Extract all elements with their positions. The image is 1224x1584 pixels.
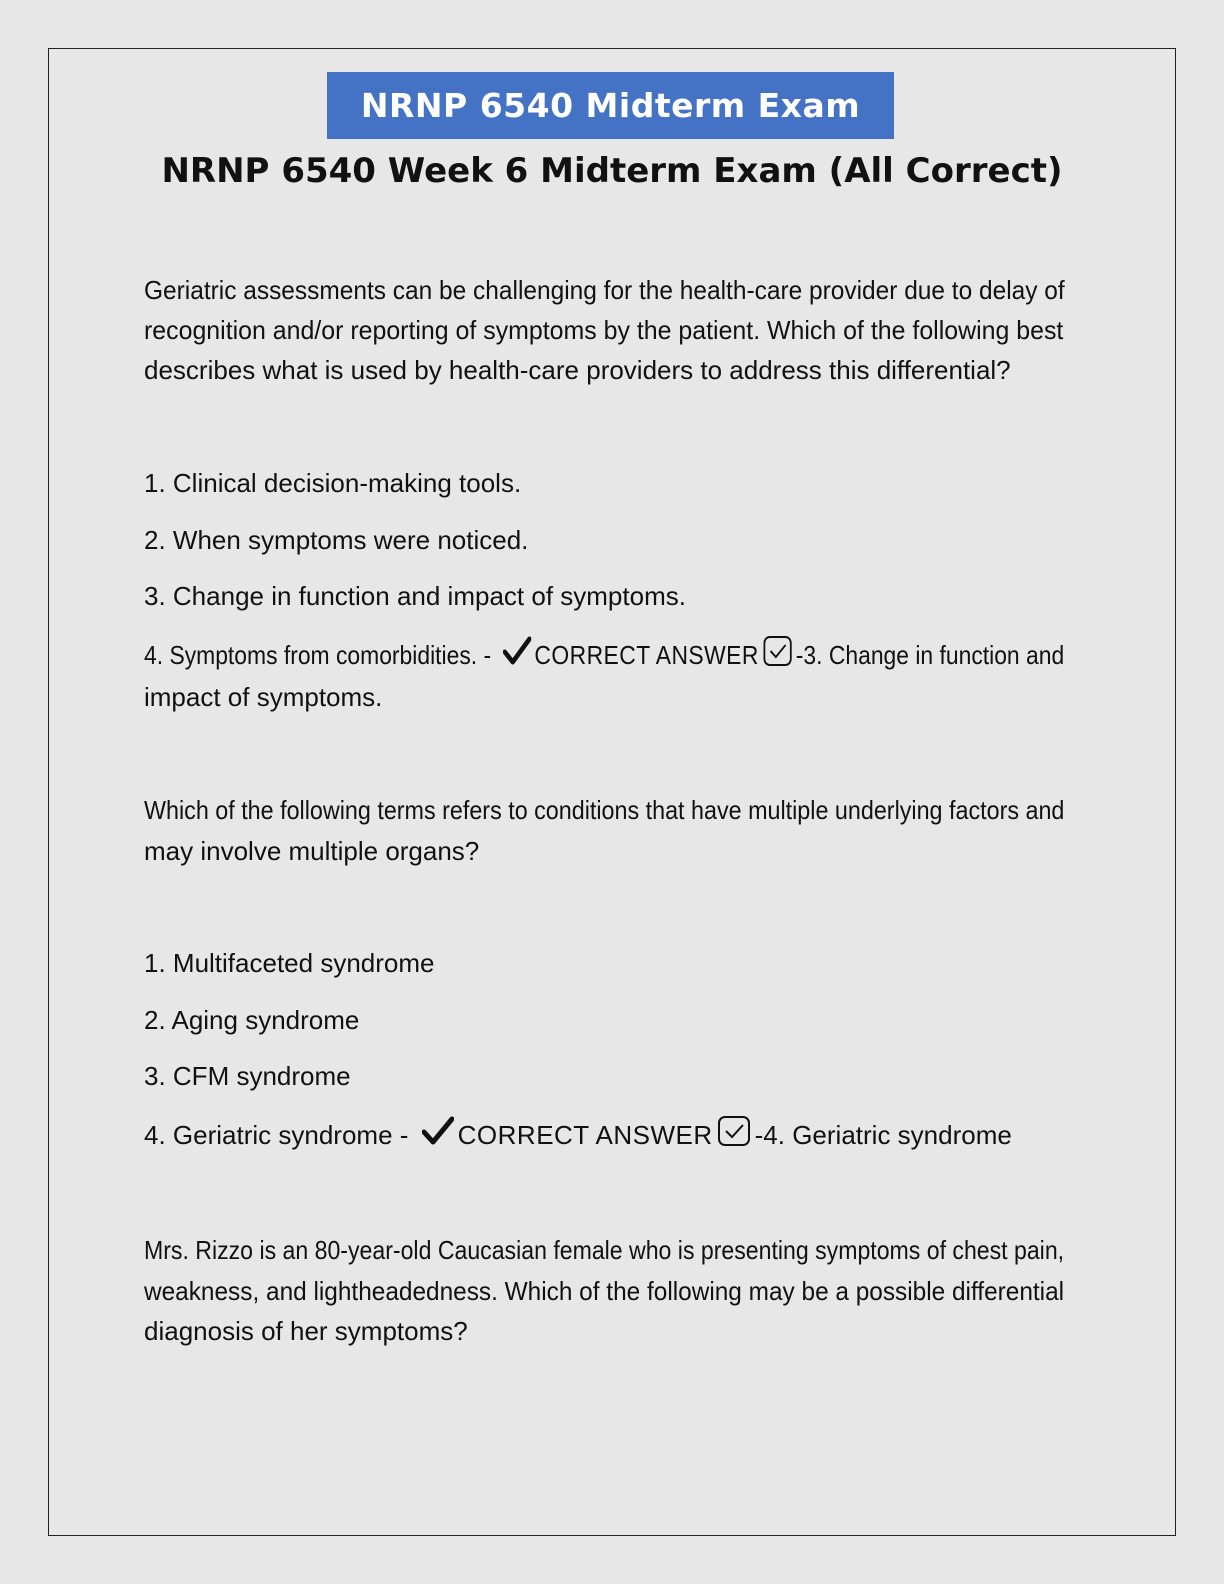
question-2-line-2: may involve multiple organs? — [144, 836, 480, 866]
correct-answer-label: CORRECT ANSWER — [534, 640, 759, 670]
q1-option-4: 4. Symptoms from comorbidities. - — [144, 640, 492, 670]
correct-answer-text: -4. Geriatric syndrome — [754, 1120, 1012, 1150]
correct-answer-text-continued: impact of symptoms. — [144, 682, 383, 712]
exam-banner: NRNP 6540 Midterm Exam — [327, 72, 894, 139]
q2-option-4-row — [144, 1115, 1012, 1159]
correct-answer-text: -3. Change in function and — [795, 640, 1065, 670]
q1-option-3: 3. Change in function and impact of symptoms. — [144, 581, 686, 611]
q1-option-4-row — [144, 635, 1064, 679]
question-3-line-1: Mrs. Rizzo is an 80-year-old Caucasian female who is presenting symptoms of chest pain, — [144, 1235, 1065, 1265]
q2-option-4: 4. Geriatric syndrome - — [144, 1120, 409, 1150]
question-1-line-1: Geriatric assessments can be challenging for the health-care provider due to delay of — [144, 275, 1065, 305]
correct-answer-label: CORRECT ANSWER — [457, 1120, 713, 1150]
question-3-line-2: weakness, and lightheadedness. Which of the following may be a possible differential — [144, 1276, 1065, 1306]
q1-option-2: 2. When symptoms were noticed. — [144, 525, 529, 555]
checkbox-checked-icon — [717, 1115, 751, 1159]
q2-option-3: 3. CFM syndrome — [144, 1061, 351, 1091]
question-2-line-1: Which of the following terms refers to conditions that have multiple underlying factors and — [144, 795, 1065, 825]
page-title: NRNP 6540 Week 6 Midterm Exam (All Correct) — [161, 151, 1063, 191]
q1-option-1: 1. Clinical decision-making tools. — [144, 468, 522, 498]
checkbox-checked-icon — [762, 635, 792, 679]
question-1-line-2: recognition and/or reporting of symptoms by the patient. Which of the following best — [144, 315, 1064, 345]
question-1-line-3: describes what is used by health-care providers to address this differential? — [144, 355, 1011, 385]
check-mark-icon — [503, 636, 531, 678]
q2-option-1: 1. Multifaceted syndrome — [144, 948, 435, 978]
question-3-line-3: diagnosis of her symptoms? — [144, 1316, 468, 1346]
check-mark-icon — [422, 1116, 454, 1158]
q2-option-2: 2. Aging syndrome — [144, 1005, 360, 1035]
